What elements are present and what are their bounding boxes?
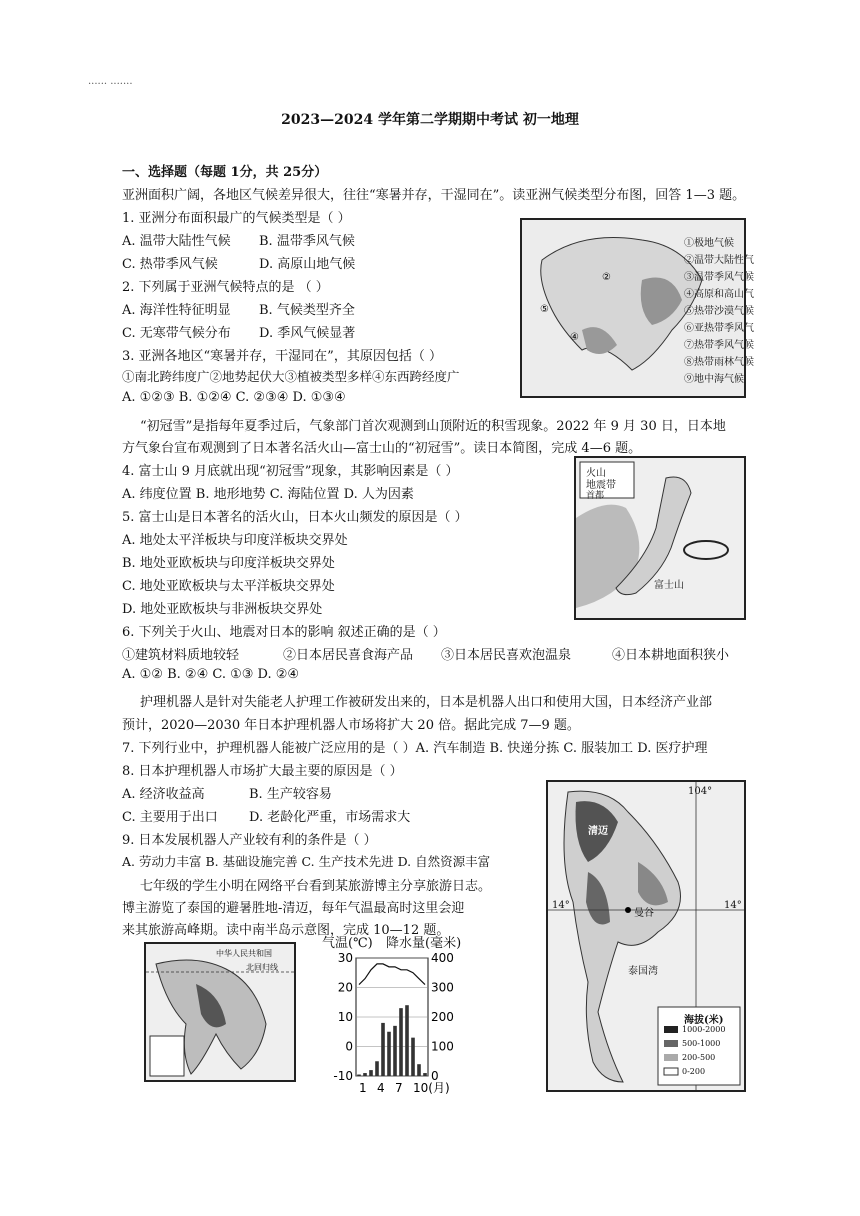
q8-option-d: D. 老龄化严重，市场需求大: [249, 810, 411, 825]
q8-option-c: C. 主要用于出口: [122, 810, 218, 825]
q5-option-a: A. 地处太平洋板块与印度洋板块交界处: [122, 533, 348, 548]
japan-legend-volcano: 火山: [586, 468, 606, 479]
q6-statement-2: ②日本居民喜食海产品: [283, 648, 414, 663]
q5-option-c: C. 地处亚欧板块与太平洋板块交界处: [122, 579, 335, 594]
asia-legend-6: ⑥亚热带季风气: [684, 323, 754, 334]
japan-fuji-label: 富士山: [654, 580, 684, 591]
asia-legend-4: ④高原和高山气: [684, 289, 754, 300]
thai-city-bangkok: 曼谷: [634, 908, 654, 919]
chart-precip-bar: [405, 1005, 409, 1076]
thai-legend-1: 1000-2000: [682, 1025, 726, 1034]
chart-temperature-line: [359, 964, 425, 985]
thai-lon-label: 104°: [688, 786, 713, 797]
chart-y-right-tick: 0: [431, 1069, 439, 1083]
thai-gulf-label: 泰国湾: [628, 966, 658, 977]
question-6: 6. 下列关于火山、地震对日本的影响 叙述正确的是（ ）: [122, 625, 446, 640]
q1-option-b: B. 温带季风气候: [259, 234, 355, 249]
chart-x-tick: 1: [359, 1081, 367, 1095]
q3-answers: A. ①②③ B. ①②④ C. ②③④ D. ①③④: [122, 390, 346, 405]
q1-option-d: D. 高原山地气候: [259, 257, 356, 272]
intro-2-line-2: 方气象台宣布观测到了日本著名活火山—富士山的“初冠雪”。读日本简图，完成 4—6 题。: [122, 441, 642, 456]
japan-legend-quake: 地震带: [586, 480, 616, 491]
chart-y-left-tick: -10: [333, 1069, 353, 1083]
question-8: 8. 日本护理机器人市场扩大最主要的原因是（ ）: [122, 764, 403, 779]
thai-legend-3: 200-500: [682, 1053, 716, 1062]
chart-x-tick: 10(月): [413, 1081, 450, 1095]
indochina-map: [144, 942, 296, 1082]
q6-statement-4: ④日本耕地面积狭小: [612, 648, 730, 663]
chart-y-left-label: 气温(℃): [322, 936, 373, 951]
thai-legend-2: 500-1000: [682, 1039, 721, 1048]
q6-statement-3: ③日本居民喜欢泡温泉: [441, 648, 572, 663]
asia-legend-2: ②温带大陆性气: [684, 255, 754, 266]
thai-legend-4: 0-200: [682, 1067, 706, 1076]
chart-precip-bar: [393, 1026, 397, 1076]
intro-3-line-1: 护理机器人是针对失能老人护理工作被研发出来的，日本是机器人出口和使用大国，日本经济产业部: [140, 695, 713, 710]
question-4: 4. 富士山 9 月底就出现“初冠雪”现象，其影响因素是（ ）: [122, 464, 459, 479]
chart-precip-bar: [399, 1008, 403, 1076]
q1-option-a: A. 温带大陆性气候: [122, 234, 231, 249]
thailand-map: [546, 780, 746, 1092]
q6-statement-1: ①建筑材料质地较轻: [122, 648, 240, 663]
q2-option-a: A. 海洋性特征明显: [122, 303, 231, 318]
asia-climate-map: [520, 218, 754, 398]
question-1: 1. 亚洲分布面积最广的气候类型是（ ）: [122, 211, 351, 226]
question-7: 7. 下列行业中，护理机器人能被广泛应用的是（ ）A. 汽车制造 B. 快递分拣 C. 服装加工 D. 医疗护理: [122, 741, 708, 756]
intro-3-line-2: 预计，2020—2030 年日本护理机器人市场将扩大 20 倍。据此完成 7—9 题。: [122, 718, 580, 733]
chart-y-left-tick: 20: [337, 980, 353, 995]
q2-option-c: C. 无寒带气候分布: [122, 326, 231, 341]
chart-precip-bar: [411, 1038, 415, 1076]
chart-y-right-label: 降水量(毫米): [386, 936, 462, 951]
chart-x-tick: 7: [395, 1081, 403, 1095]
section-title: 一、选择题（每题 1分，共 25分）: [122, 165, 328, 180]
asia-legend-8: ⑧热带雨林气候: [684, 357, 754, 368]
japan-map: [574, 456, 746, 620]
question-2: 2. 下列属于亚洲气候特点的是 （ ）: [122, 280, 329, 295]
asia-legend-5: ⑤热带沙漠气候: [684, 306, 754, 317]
intro-4-line-1: 七年级的学生小明在网络平台看到某旅游博主分享旅游日志。: [140, 879, 492, 894]
chart-y-right-tick: 100: [431, 1039, 454, 1054]
chart-precip-bar: [417, 1064, 421, 1076]
q2-option-d: D. 季风气候显著: [259, 326, 356, 341]
intro-4-line-2: 博主游览了泰国的避暑胜地-清迈，每年气温最高时这里会迎: [122, 901, 465, 916]
q5-option-d: D. 地处亚欧板块与非洲板块交界处: [122, 602, 323, 617]
q5-option-b: B. 地处亚欧板块与印度洋板块交界处: [122, 556, 335, 571]
q2-option-b: B. 气候类型齐全: [259, 303, 355, 318]
intro-2-line-1: “初冠雪”是指每年夏季过后，气象部门首次观测到山顶附近的积雪现象。2022 年 9 月 30 日，日本地: [140, 419, 726, 434]
svg-text:②: ②: [602, 272, 611, 283]
svg-text:④: ④: [570, 332, 579, 343]
indochina-label-china: 中华人民共和国: [216, 949, 272, 958]
chart-y-right-tick: 400: [431, 951, 454, 965]
intro-4-line-3: 来其旅游高峰期。读中南半岛示意图，完成 10—12 题。: [122, 923, 450, 938]
chart-y-left-tick: 0: [345, 1039, 353, 1054]
chart-precip-bar: [357, 1075, 361, 1076]
chart-y-right-tick: 200: [431, 1010, 454, 1024]
chart-precip-bar: [381, 1023, 385, 1076]
asia-legend-9: ⑨地中海气候: [684, 374, 744, 385]
page-title: 2023—2024 学年第二学期期中考试 初一地理: [281, 112, 579, 128]
chart-precip-bar: [423, 1073, 427, 1076]
thai-lat-label: 14°: [552, 900, 570, 911]
q3-statements: ①南北跨纬度广②地势起伏大③植被类型多样④东西跨经度广: [122, 369, 460, 384]
japan-legend-capital: 首都: [586, 491, 605, 501]
q8-option-b: B. 生产较容易: [249, 787, 332, 802]
q4-options: A. 纬度位置 B. 地形地势 C. 海陆位置 D. 人为因素: [122, 487, 414, 502]
intro-1: 亚洲面积广阔，各地区气候差异很大，往往“寒暑并存，干湿同在”。读亚洲气候类型分布图，回答 1—3 题。: [122, 188, 746, 203]
asia-legend-3: ③温带季风气候: [684, 272, 754, 283]
thai-legend-title: 海拔(米): [684, 1015, 724, 1026]
asia-legend-1: ①极地气候: [684, 238, 734, 249]
question-5: 5. 富士山是日本著名的活火山，日本火山频发的原因是（ ）: [122, 510, 468, 525]
chart-y-left-tick: 10: [337, 1010, 353, 1024]
question-9: 9. 日本发展机器人产业较有利的条件是（ ）: [122, 833, 377, 848]
chart-y-right-tick: 300: [431, 980, 454, 995]
chart-y-left-tick: 30: [337, 951, 353, 965]
climate-chart: [326, 950, 460, 1100]
thai-city-chiangmai: 清迈: [588, 826, 608, 837]
chart-precip-bar: [387, 1032, 391, 1076]
chart-precip-bar: [375, 1061, 379, 1076]
q8-option-a: A. 经济收益高: [122, 787, 205, 802]
svg-text:⑤: ⑤: [540, 304, 549, 315]
q1-option-c: C. 热带季风气候: [122, 257, 218, 272]
q9-options: A. 劳动力丰富 B. 基础设施完善 C. 生产技术先进 D. 自然资源丰富: [122, 854, 491, 869]
asia-legend-7: ⑦热带季风气候: [684, 340, 754, 351]
question-3: 3. 亚洲各地区“寒暑并存，干湿同在”，其原因包括（ ）: [122, 349, 442, 364]
q6-answers: A. ①② B. ②④ C. ①③ D. ②④: [122, 667, 300, 682]
chart-precip-bar: [363, 1073, 367, 1076]
thai-lat-label-right: 14°: [724, 900, 742, 911]
chart-x-tick: 4: [377, 1081, 385, 1095]
header-scribble: ...... .......: [88, 76, 133, 87]
chart-precip-bar: [369, 1070, 373, 1076]
indochina-label-tropic: 北回归线: [246, 963, 278, 972]
